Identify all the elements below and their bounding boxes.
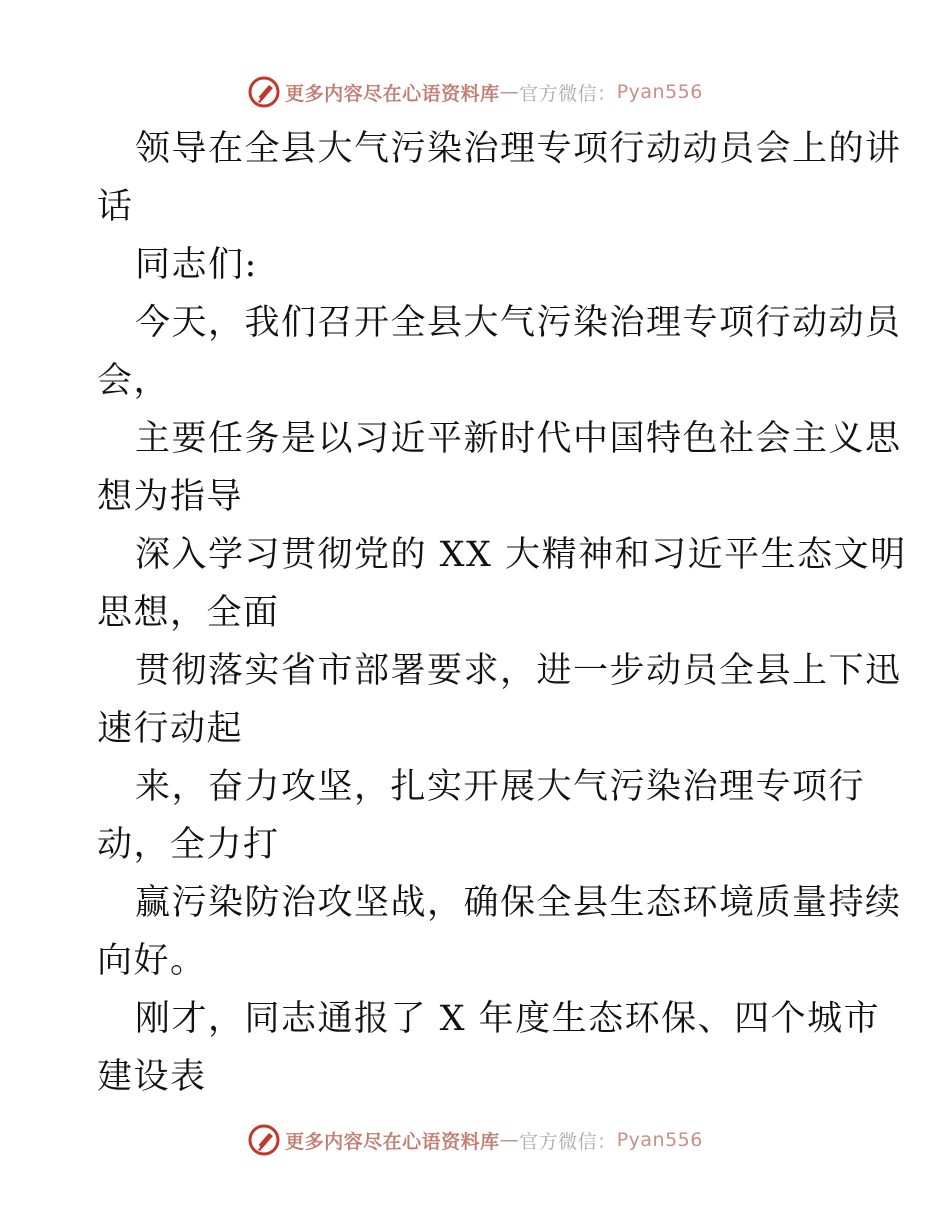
body-line: 深入学习贯彻党的 XX 大精神和习近平生态文明 — [135, 535, 907, 575]
pen-logo-icon — [247, 1123, 281, 1157]
body-line: 会， — [97, 361, 171, 401]
body-line: 速行动起 — [97, 709, 244, 749]
body-line: 想为指导 — [97, 477, 244, 517]
watermark-label: 官方微信： — [519, 82, 617, 105]
watermark-label: 官方微信： — [519, 1130, 617, 1153]
watermark-main-text: 更多内容尽在心语资料库 — [285, 1130, 500, 1153]
watermark-main-text: 更多内容尽在心语资料库 — [285, 82, 500, 105]
watermark-separator: — — [499, 81, 520, 103]
watermark-separator: — — [499, 1129, 520, 1151]
body-line: 赢污染防治攻坚战，确保全县生态环境质量持续 — [135, 883, 902, 923]
body-line: 建设表 — [97, 1057, 207, 1097]
body-line: 今天，我们召开全县大气污染治理专项行动动员 — [135, 303, 902, 343]
header-watermark — [0, 72, 950, 112]
pen-logo-icon — [247, 75, 281, 109]
document-body — [97, 120, 907, 1106]
document-title-line-1: 领导在全县大气污染治理专项行动动员会上的讲 — [135, 129, 902, 169]
document-title-line-2: 话 — [97, 187, 134, 227]
watermark-wechat-id: Pyan556 — [616, 81, 703, 103]
body-line: 来，奋力攻坚，扎实开展大气污染治理专项行 — [135, 767, 866, 807]
body-line: 刚才，同志通报了 X 年度生态环保、四个城市 — [135, 999, 881, 1039]
body-line: 主要任务是以习近平新时代中国特色社会主义思 — [135, 419, 902, 459]
watermark-wechat-id: Pyan556 — [616, 1129, 703, 1151]
body-line: 贯彻落实省市部署要求，进一步动员全县上下迅 — [135, 651, 902, 691]
body-line: 思想，全面 — [97, 593, 280, 633]
body-line: 动，全力打 — [97, 825, 280, 865]
footer-watermark — [0, 1120, 950, 1160]
salutation: 同志们: — [135, 245, 258, 285]
body-line: 向好。 — [97, 941, 207, 981]
